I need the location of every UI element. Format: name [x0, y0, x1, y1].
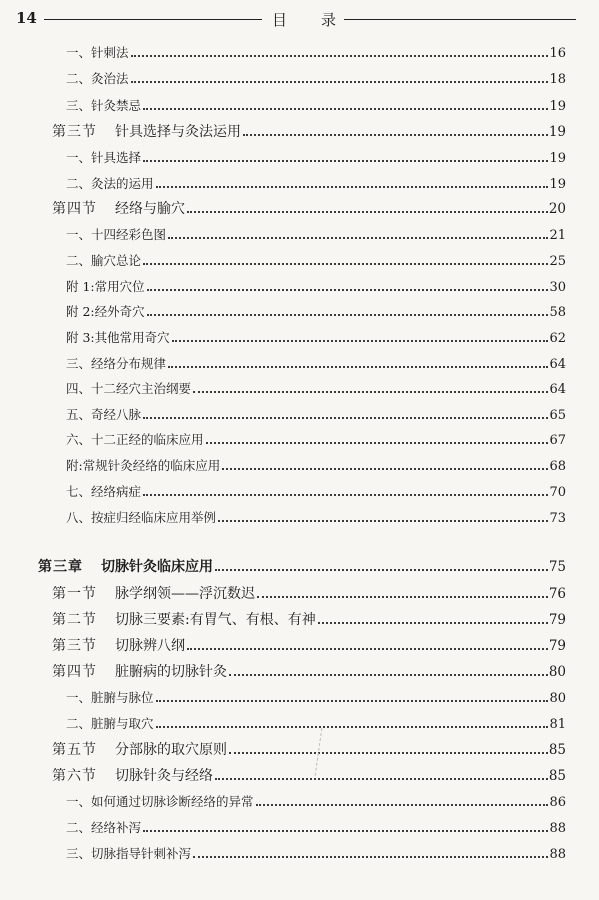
toc-page-number: 75: [548, 559, 566, 575]
toc-page-number: 65: [549, 408, 566, 423]
toc-page-number: 79: [548, 638, 566, 654]
toc-entry: [66, 791, 566, 813]
toc-heading: [52, 121, 241, 143]
toc-title: 一、十四经彩色图: [66, 227, 167, 242]
toc-entry: [66, 95, 566, 117]
dot-leader: [156, 726, 549, 728]
toc-entry: [66, 173, 566, 195]
toc-title: 六、十二正经的临床应用: [66, 432, 204, 447]
dot-leader: [168, 366, 548, 368]
toc-title: 二、脏腑与取穴: [66, 716, 154, 731]
toc-entry: [66, 224, 566, 246]
toc-number: 第三节: [52, 124, 97, 140]
toc-entry: [66, 687, 566, 709]
dot-leader: [229, 752, 548, 754]
toc-title: 三、经络分布规律: [66, 356, 167, 371]
toc-title: 附 3:其他常用奇穴: [66, 330, 170, 345]
toc-entry: [66, 817, 566, 839]
toc-page-number: 25: [549, 254, 566, 269]
toc-title: 针具选择与灸法运用: [115, 124, 241, 140]
toc-page-number: 64: [549, 382, 566, 397]
dot-leader: [143, 160, 548, 162]
toc-page-number: 19: [549, 99, 566, 114]
toc-page-number: 20: [548, 201, 566, 217]
toc-title: 一、如何通过切脉诊断经络的异常: [66, 794, 254, 809]
dot-leader: [172, 340, 549, 342]
toc-entry: [66, 276, 566, 298]
dot-leader: [168, 237, 548, 239]
toc-entry: [52, 739, 566, 761]
toc-title: 附 1:常用穴位: [66, 279, 145, 294]
toc-page-number: 64: [549, 357, 566, 372]
dot-leader: [318, 622, 548, 624]
toc-title: 脏腑病的切脉针灸: [115, 664, 227, 680]
toc-title: 经络与腧穴: [115, 201, 185, 217]
toc-entry: [66, 455, 566, 477]
toc-page-number: 68: [549, 459, 566, 474]
dot-leader: [143, 830, 548, 832]
toc-entry: [66, 481, 566, 503]
toc-entry: [66, 42, 566, 64]
toc-title: 分部脉的取穴原则: [115, 742, 227, 758]
toc-entry: [52, 198, 566, 220]
toc-entry: [66, 327, 566, 349]
toc-number: 第五节: [52, 742, 97, 758]
toc-entry: [38, 556, 566, 578]
toc-title: 切脉针灸与经络: [115, 768, 213, 784]
toc-heading: [52, 661, 227, 683]
toc-page-number: 67: [549, 433, 566, 448]
toc-entry: [52, 635, 566, 657]
toc-title: 四、十二经穴主治纲要: [66, 381, 192, 396]
running-title-char: 目: [272, 11, 288, 29]
toc-entry: [52, 121, 566, 143]
dot-leader: [143, 108, 548, 110]
toc-page-number: 76: [548, 586, 566, 602]
toc-title: 三、针灸禁忌: [66, 98, 142, 113]
toc-page-number: 16: [549, 46, 566, 61]
toc-title: 三、切脉指导针刺补泻: [66, 846, 192, 861]
toc-entry: [66, 68, 566, 90]
toc-entry: [66, 301, 566, 323]
toc-title: 二、腧穴总论: [66, 253, 142, 268]
running-title-char: 录: [320, 11, 336, 29]
toc-title: 二、灸法的运用: [66, 176, 154, 191]
toc-page-number: 85: [548, 742, 566, 758]
toc-page-number: 19: [549, 177, 566, 192]
toc-entry: [66, 507, 566, 529]
toc-heading: [52, 198, 185, 220]
dot-leader: [143, 417, 548, 419]
dot-leader: [187, 648, 548, 650]
dot-leader: [229, 674, 548, 676]
toc-number: 第二节: [52, 612, 97, 628]
toc-entry: [66, 378, 566, 400]
toc-heading: [52, 765, 213, 787]
toc-entry: [52, 661, 566, 683]
toc-page-number: 85: [548, 768, 566, 784]
toc-number: 第四节: [52, 201, 97, 217]
toc-page-number: 86: [549, 795, 566, 810]
toc-heading: [52, 635, 185, 657]
toc-title: 八、按症归经临床应用举例: [66, 510, 217, 525]
toc-entry: [66, 843, 566, 865]
toc-entry: [66, 353, 566, 375]
toc-page-number: 62: [549, 331, 566, 346]
toc-title: 二、经络补泻: [66, 820, 142, 835]
dot-leader: [206, 442, 549, 444]
toc-entry: [52, 609, 566, 631]
toc-title: 二、灸治法: [66, 71, 129, 86]
toc-page-number: 21: [549, 228, 566, 243]
dot-leader: [193, 856, 548, 858]
toc-page-number: 58: [549, 305, 566, 320]
toc-title: 七、经络病症: [66, 484, 142, 499]
toc-entry: [66, 147, 566, 169]
dot-leader: [215, 778, 548, 780]
toc-page-number: 80: [548, 664, 566, 680]
dot-leader: [156, 186, 549, 188]
toc-number: 第三节: [52, 638, 97, 654]
toc-page-number: 18: [549, 72, 566, 87]
toc-title: 脉学纲领——浮沉数迟: [115, 586, 255, 602]
toc-page-number: 88: [549, 821, 566, 836]
toc-title: 五、奇经八脉: [66, 407, 142, 422]
dot-leader: [193, 391, 548, 393]
toc-title: 切脉针灸临床应用: [101, 559, 213, 575]
toc-title: 一、脏腑与脉位: [66, 690, 154, 705]
toc-entry: [66, 713, 566, 735]
toc-title: 切脉辨八纲: [115, 638, 185, 654]
dot-leader: [222, 468, 548, 470]
dot-leader: [218, 520, 548, 522]
toc-entry: [66, 429, 566, 451]
toc-title: 切脉三要素:有胃气、有根、有神: [115, 612, 316, 628]
toc-page-number: 70: [549, 485, 566, 500]
toc-number: 第一节: [52, 586, 97, 602]
dot-leader: [215, 569, 548, 571]
toc-number: 第三章: [38, 559, 83, 575]
toc-entry: [66, 404, 566, 426]
toc-page-number: 80: [549, 691, 566, 706]
toc-title: 附 2:经外奇穴: [66, 304, 145, 319]
dot-leader: [187, 211, 548, 213]
toc-heading: [52, 583, 255, 605]
toc-page-number: 19: [549, 151, 566, 166]
dot-leader: [131, 55, 549, 57]
toc-page-number: 19: [548, 124, 566, 140]
toc-page-number: 81: [549, 717, 566, 732]
toc-heading: [52, 739, 227, 761]
dot-leader: [147, 289, 549, 291]
toc-page-number: 88: [549, 847, 566, 862]
toc-entry: [52, 583, 566, 605]
toc-entry: [66, 250, 566, 272]
dot-leader: [143, 263, 548, 265]
toc-number: 第四节: [52, 664, 97, 680]
dot-leader: [256, 804, 549, 806]
toc-title: 附:常规针灸经络的临床应用: [66, 458, 221, 473]
dot-leader: [143, 494, 548, 496]
toc-title: 一、针具选择: [66, 150, 142, 165]
toc-page-number: 79: [548, 612, 566, 628]
dot-leader: [131, 81, 549, 83]
dot-leader: [147, 314, 549, 316]
page-number: 14: [16, 9, 37, 27]
toc-heading: [38, 556, 213, 578]
dot-leader: [257, 596, 548, 598]
toc-entry: [52, 765, 566, 787]
toc-page-number: 73: [549, 511, 566, 526]
toc-number: 第六节: [52, 768, 97, 784]
dot-leader: [243, 134, 548, 136]
toc-title: 一、针刺法: [66, 45, 129, 60]
toc-heading: [52, 609, 316, 631]
toc-page-number: 30: [549, 280, 566, 295]
dot-leader: [156, 700, 549, 702]
